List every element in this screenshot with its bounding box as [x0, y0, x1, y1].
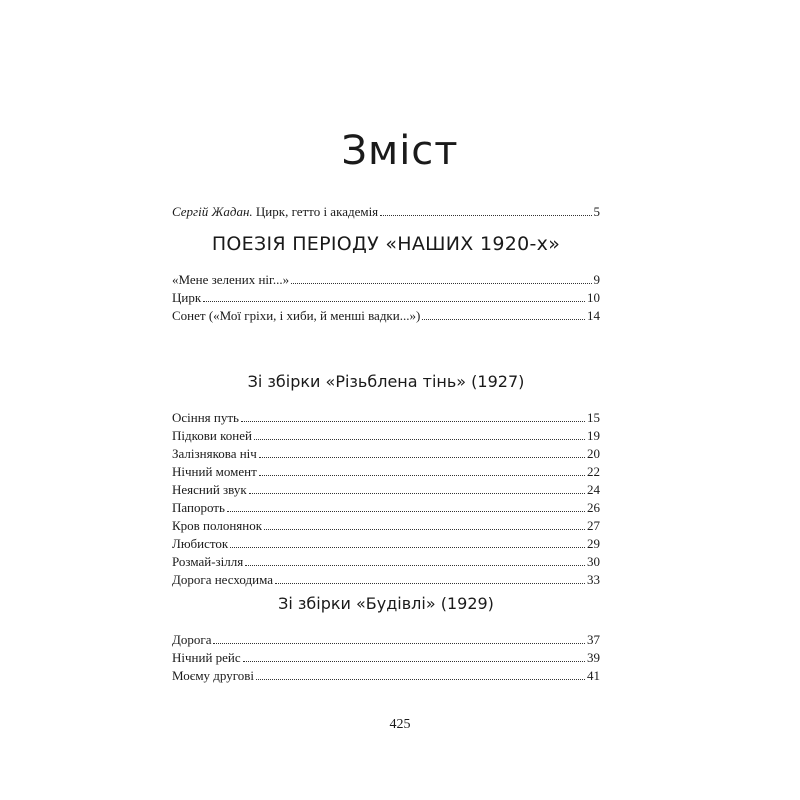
toc-entry-page: 20 — [587, 446, 600, 461]
toc-entry-title: Дорога — [172, 632, 212, 647]
toc-entry-title: Розмай-зілля — [172, 554, 244, 569]
dot-leader — [275, 583, 585, 584]
toc-entry[interactable] — [172, 570, 600, 588]
toc-entry-page: 39 — [587, 650, 600, 665]
dot-leader — [259, 457, 585, 458]
toc-entry-page: 41 — [587, 668, 600, 683]
toc-entry-title: Цирк — [172, 290, 202, 305]
toc-entry-essay-title: Цирк, гетто і академія — [252, 204, 379, 219]
toc-entry-page: 24 — [587, 482, 600, 497]
toc-entry[interactable] — [172, 288, 600, 306]
toc-entry-page: 10 — [587, 290, 600, 305]
toc-entry-title: Неясний звук — [172, 482, 247, 497]
toc-entry-title: Моєму другові — [172, 668, 254, 683]
toc-entry-page: 37 — [587, 632, 600, 647]
toc-entry-title: Осіння путь — [172, 410, 239, 425]
section-heading-main: ПОЕЗІЯ ПЕРІОДУ «НАШИХ 1920-х» — [211, 233, 561, 255]
toc-entry-page: 26 — [587, 500, 600, 515]
toc-entry-page: 14 — [587, 308, 600, 323]
section-heading-budivli: Зі збірки «Будівлі» (1929) — [278, 594, 494, 613]
dot-leader — [380, 215, 591, 216]
toc-entry[interactable] — [172, 498, 600, 516]
toc-entry-title: Папороть — [172, 500, 225, 515]
toc-entry-title: Дорога несходима — [172, 572, 273, 587]
toc-entry[interactable] — [172, 516, 600, 534]
dot-leader — [264, 529, 585, 530]
toc-entry[interactable] — [172, 666, 600, 684]
toc-entry-page: 19 — [587, 428, 600, 443]
dot-leader — [259, 475, 585, 476]
toc-entry-page: 15 — [587, 410, 600, 425]
dot-leader — [203, 301, 585, 302]
toc-entry-title: Нічний момент — [172, 464, 257, 479]
toc-entry[interactable] — [172, 408, 600, 426]
toc-entry-page: 29 — [587, 536, 600, 551]
toc-entry[interactable] — [172, 552, 600, 570]
dot-leader — [291, 283, 591, 284]
section-heading-riz-tin: Зі збірки «Різьблена тінь» (1927) — [247, 372, 525, 391]
page-title: Зміст — [341, 128, 459, 174]
dot-leader — [213, 643, 585, 644]
toc-entry[interactable] — [172, 630, 600, 648]
dot-leader — [254, 439, 585, 440]
toc-entry[interactable] — [172, 426, 600, 444]
dot-leader — [243, 661, 585, 662]
toc-entry[interactable] — [172, 444, 600, 462]
toc-entry[interactable] — [172, 270, 600, 288]
toc-entry-title: Сонет («Мої гріхи, і хиби, й менші вадки...») — [172, 308, 421, 323]
dot-leader — [241, 421, 585, 422]
dot-leader — [249, 493, 585, 494]
toc-entry-title: Підкови коней — [172, 428, 252, 443]
page-number: 425 — [389, 717, 411, 732]
toc-entry[interactable] — [172, 534, 600, 552]
toc-entry-page: 9 — [593, 272, 600, 287]
toc-entry-page: 27 — [587, 518, 600, 533]
toc-entry-title — [172, 204, 378, 220]
dot-leader — [245, 565, 585, 566]
toc-entry-intro[interactable] — [172, 202, 600, 220]
toc-entry[interactable] — [172, 480, 600, 498]
dot-leader — [422, 319, 585, 320]
toc-entry-page: 30 — [587, 554, 600, 569]
dot-leader — [256, 679, 585, 680]
toc-entry[interactable] — [172, 462, 600, 480]
toc-entry-author: Сергій Жадан. — [172, 204, 253, 219]
dot-leader — [227, 511, 585, 512]
toc-entry-title: Любисток — [172, 536, 229, 551]
toc-entry-page: 22 — [587, 464, 600, 479]
toc-entry-title: Кров полонянок — [172, 518, 263, 533]
toc-entry[interactable] — [172, 648, 600, 666]
toc-entry-title: Нічний рейс — [172, 650, 241, 665]
toc-entry-page: 33 — [587, 572, 600, 587]
toc-entry-title: Залізнякова ніч — [172, 446, 257, 461]
toc-entry-title: «Мене зелених ніг...» — [172, 272, 290, 287]
toc-entry[interactable] — [172, 306, 600, 324]
toc-entry-page: 5 — [593, 204, 600, 219]
dot-leader — [230, 547, 585, 548]
